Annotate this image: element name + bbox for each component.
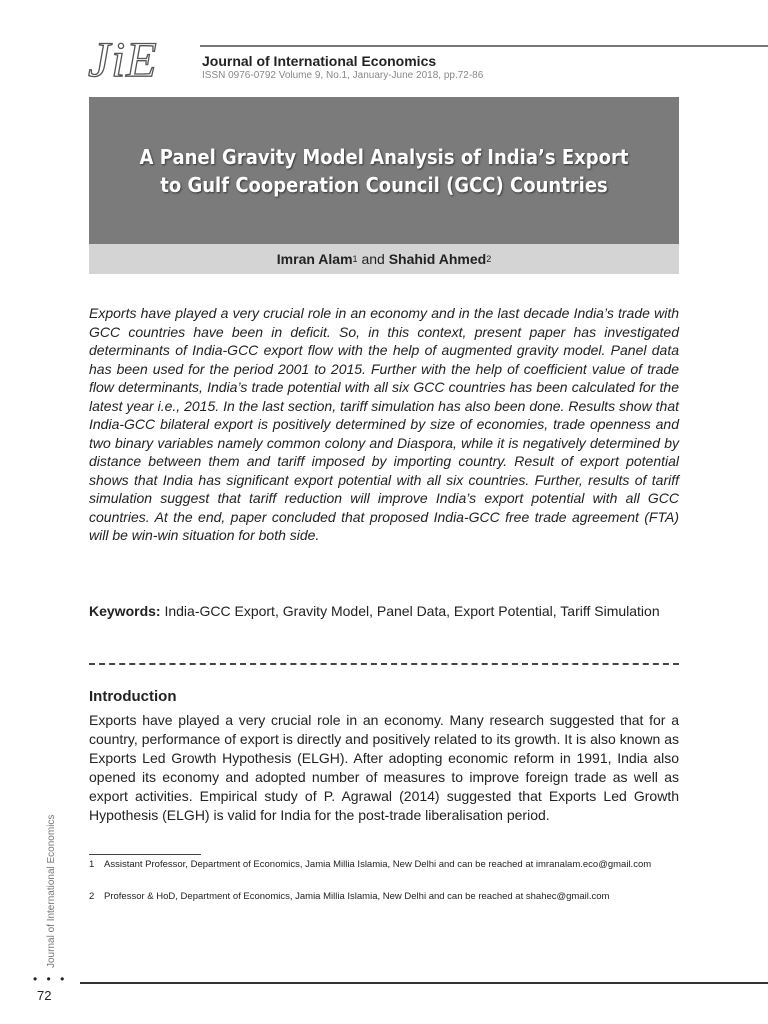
sidebar-dots: • • •: [33, 972, 68, 986]
footnote-number: 2: [89, 891, 95, 902]
page-number: 72: [37, 988, 52, 1003]
title-banner: [89, 97, 679, 244]
author-name: Imran Alam: [276, 251, 353, 267]
footer-rule: [80, 982, 768, 984]
keywords-label: Keywords:: [89, 603, 161, 619]
sidebar-journal-label: Journal of International Economics: [46, 814, 57, 968]
header-rule: [200, 45, 768, 47]
author-affiliation: 1: [352, 254, 358, 264]
journal-logo: JiE: [88, 31, 158, 87]
author-name: Shahid Ahmed: [388, 251, 487, 267]
abstract: Exports have played a very crucial role in an economy and in the last decade India’s trade with GCC countries have been in deficit. So, in this context, present paper has investigated determinants of India-GCC export flow with the help of augmented gravity model. Panel data has been used for the period 2001 to 2015. Further with the help of coefficient value of trade flow determinants, India’s trade potential with all six GCC countries has been calculated for the latest year i.e., 2015. In the last section, tariff simulation has also been done. Results show that India-GCC bilateral export is positively determined by size of economies, trade openness and two binary variables namely common colony and Diaspora, while it is negatively determined by distance between them and tariff imposed by importing country. Result of export potential shows that India has significant export potential with all six countries. Further, results of tariff simulation suggest that tariff reduction will improve India’s export potential with all GCC countries. At the end, paper concluded that proposed India-GCC free trade agreement (FTA) will be win-win situation for both side.: [89, 305, 679, 543]
footnote: [89, 891, 679, 903]
section-heading-introduction: Introduction: [89, 688, 177, 705]
footnote-text: Assistant Professor, Department of Economics, Jamia Millia Islamia, New Delhi and can be reached at imranalam.eco@gmail.com: [104, 859, 652, 870]
footnote-rule: [89, 854, 201, 855]
footnote-text: Professor & HoD, Department of Economics, Jamia Millia Islamia, New Delhi and can be reached at shahec@gmail.com: [104, 891, 610, 902]
journal-meta: ISSN 0976-0792 Volume 9, No.1, January-June 2018, pp.72-86: [202, 70, 484, 81]
footnote-number: 1: [89, 859, 95, 870]
journal-name: Journal of International Economics: [202, 53, 437, 69]
keywords-list: India-GCC Export, Gravity Model, Panel Data, Export Potential, Tariff Simulation: [164, 603, 660, 619]
author-affiliation: 2: [486, 254, 492, 264]
article-title: A Panel Gravity Model Analysis of India’s Export to Gulf Cooperation Council (GCC) Countries: [139, 144, 629, 197]
section-divider: [89, 663, 679, 665]
keywords: [89, 602, 679, 621]
author-conjunction: and: [361, 251, 385, 267]
footnote: [89, 859, 679, 871]
introduction-paragraph: Exports have played a very crucial role in an economy. Many research suggested that for a country, performance of export is directly and positively related to its growth. It is also known as Exports Led Growth Hypothesis (ELGH). After adopting economic reform in 1991, India also opened its economy and adopted number of measures to improve foreign trade as well as export activities. Empirical study of P. Agrawal (2014) suggested that Exports Led Growth Hypothesis (ELGH) is valid for India for the post-trade liberalisation period.: [89, 712, 679, 823]
author-line: [89, 244, 679, 274]
